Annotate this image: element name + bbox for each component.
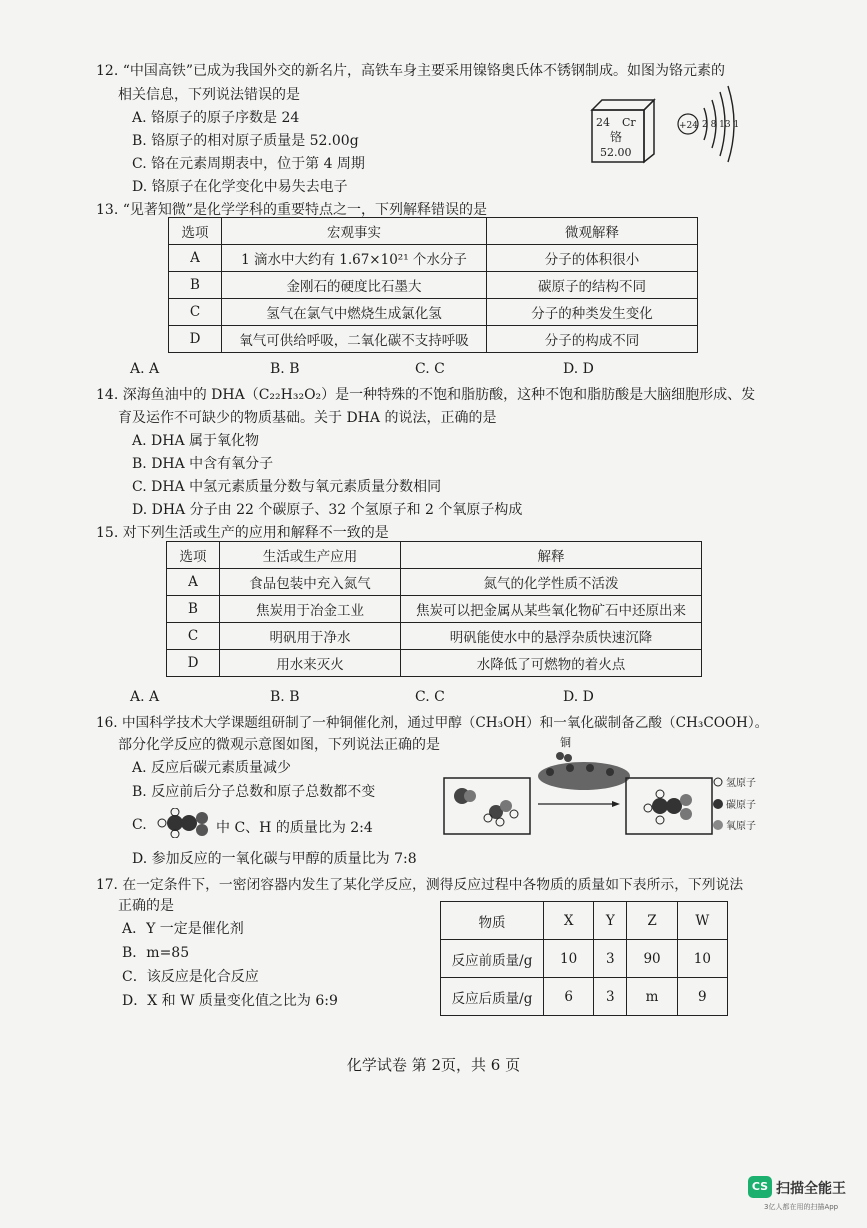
table-row [167,623,702,650]
q17-cell: 10 [677,940,727,978]
chromium-atom-structure-diagram [672,84,764,164]
atom-nucleus-charge: +24 [679,121,698,131]
q17-cell: 10 [544,940,594,978]
q15-cell: B [167,596,220,623]
q15-answer-b: B. B [270,689,300,705]
q13-header-option: 选项 [169,218,222,245]
table-row [167,569,702,596]
table-row [169,245,698,272]
q13-cell: 分子的体积很小 [487,245,698,272]
q13-stem: 13. “见著知微”是化学学科的重要特点之一，下列解释错误的是 [96,202,488,218]
q15-answer-c: C. C [415,689,445,705]
atom-electron-shells: 2 8 13 1 [702,120,740,130]
q17-cell: X [544,902,594,940]
q17-cell: m [627,978,677,1016]
q15-cell: 焦炭用于冶金工业 [220,596,401,623]
q13-cell: 1 滴水中大约有 1.67×10²¹ 个水分子 [222,245,487,272]
q13-answer-b: B. B [270,361,300,377]
table-row [169,272,698,299]
q13-cell: 氢气在氯气中燃烧生成氯化氢 [222,299,487,326]
q16-option-d: D. 参加反应的一氧化碳与甲醇的质量比为 7:8 [132,851,417,867]
q15-cell: 焦炭可以把金属从某些氧化物矿石中还原出来 [401,596,702,623]
q17-cell: 物质 [441,902,544,940]
q17-option-c: C．该反应是化合反应 [122,969,259,985]
q15-cell: 用水来灭火 [220,650,401,677]
q16-option-c-label: C. [132,817,147,833]
q15-cell: 食品包装中充入氮气 [220,569,401,596]
q15-answer-choices [0,689,867,709]
reaction-micro-diagram [440,732,774,840]
reactants-box [444,778,530,834]
q13-cell: D [169,326,222,353]
q15-cell: C [167,623,220,650]
q13-table-header [169,218,698,245]
q13-cell: 分子的构成不同 [487,326,698,353]
table-row [167,650,702,677]
q15-cell: 水降低了可燃物的着火点 [401,650,702,677]
element-mass: 52.00 [600,146,632,159]
q15-cell: 明矾用于净水 [220,623,401,650]
q16-stem-line1: 16. 中国科学技术大学课题组研制了一种铜催化剂，通过甲醇（CH₃OH）和一氧化碳制备乙酸（CH₃COOH）。 [96,715,769,731]
q12-option-c: C. 铬在元素周期表中，位于第 4 周期 [132,156,365,172]
q15-header-explanation: 解释 [401,542,702,569]
q13-cell: B [169,272,222,299]
q12-stem-line1: 12. “中国高铁”已成为我国外交的新名片，高铁车身主要采用镍铬奥氏体不锈钢制成。如图为铬元素的 [96,63,726,79]
q13-cell: 氧气可供给呼吸，二氧化碳不支持呼吸 [222,326,487,353]
q17-cell: 反应前质量/g [441,940,544,978]
q17-cell: W [677,902,727,940]
q12-option-a: A. 铬原子的原子序数是 24 [132,110,300,126]
camscanner-brand-name: 扫描全能王 [776,1181,846,1197]
q15-answer-a: A. A [130,689,160,705]
q15-table [166,541,702,677]
q14-option-c: C. DHA 中氢元素质量分数与氧元素质量分数相同 [132,479,442,495]
q15-cell: 氮气的化学性质不活泼 [401,569,702,596]
catalyst-label: 铜 [560,736,571,749]
q13-cell: 分子的种类发生变化 [487,299,698,326]
q17-option-a: A．Y 一定是催化剂 [122,921,244,937]
camscanner-tagline: 3亿人都在用的扫描App [764,1203,839,1211]
q15-header-application: 生活或生产应用 [220,542,401,569]
q15-answer-d: D. D [563,689,594,705]
q13-answer-a: A. A [130,361,160,377]
q14-option-b: B. DHA 中含有氧分子 [132,456,274,472]
q13-answer-c: C. C [415,361,445,377]
q17-cell: 90 [627,940,677,978]
q17-cell: 反应后质量/g [441,978,544,1016]
q16-option-a: A. 反应后碳元素质量减少 [132,760,292,776]
q17-cell: 3 [594,940,627,978]
q14-stem-line2: 育及运作不可缺少的物质基础。关于 DHA 的说法，正确的是 [118,410,497,426]
oxygen-atom-icon [713,820,723,830]
element-name: 铬 [610,130,623,144]
table-row [441,978,728,1016]
table-row [441,902,728,940]
camscanner-logo-icon: CS [748,1176,772,1198]
q13-header-explanation: 微观解释 [487,218,698,245]
legend-hydrogen: 氢原子 [726,778,756,789]
legend-oxygen: 氧原子 [726,821,756,832]
q17-cell: 9 [677,978,727,1016]
table-row [169,326,698,353]
q15-header-option: 选项 [167,542,220,569]
q15-cell: 明矾能使水中的悬浮杂质快速沉降 [401,623,702,650]
q12-option-d: D. 铬原子在化学变化中易失去电子 [132,179,348,195]
acetic-acid-molecule-icon [156,808,214,838]
q17-stem-line2: 正确的是 [118,898,174,914]
table-row [441,940,728,978]
q16-stem-line2: 部分化学反应的微观示意图如图，下列说法正确的是 [118,737,440,753]
element-symbol: Cr [622,116,636,129]
q17-option-b: B．m=85 [122,945,190,961]
q13-table [168,217,698,353]
q15-cell: A [167,569,220,596]
q14-option-d: D. DHA 分子由 22 个碳原子、32 个氢原子和 2 个氧原子构成 [132,502,523,518]
q17-mass-table [440,901,728,1016]
q16-option-c: 中 C、H 的质量比为 2:4 [216,820,373,836]
q17-stem-line1: 17. 在一定条件下，一密闭容器内发生了某化学反应，测得反应过程中各物质的质量如下表所示，下列说法 [96,877,744,893]
q12-option-b: B. 铬原子的相对原子质量是 52.00g [132,133,359,149]
q13-answer-d: D. D [563,361,594,377]
table-row [169,299,698,326]
q13-answer-choices [0,361,867,381]
q15-cell: D [167,650,220,677]
q13-cell: A [169,245,222,272]
q13-header-fact: 宏观事实 [222,218,487,245]
q13-cell: C [169,299,222,326]
element-number: 24 [596,116,610,129]
q15-stem: 15. 对下列生活或生产的应用和解释不一致的是 [96,525,389,541]
q13-cell: 金刚石的硬度比石墨大 [222,272,487,299]
q15-table-header [167,542,702,569]
carbon-atom-icon [713,799,723,809]
element-cell-cube [588,96,658,164]
q17-cell: 6 [544,978,594,1016]
q12-stem-line2: 相关信息，下列说法错误的是 [118,87,300,103]
q14-stem-line1: 14. 深海鱼油中的 DHA（C₂₂H₃₂O₂）是一种特殊的不饱和脂肪酸，这种不饱和脂肪酸是大脑细胞形成、发 [96,387,756,403]
copper-catalyst-icon [538,752,630,790]
q13-cell: 碳原子的结构不同 [487,272,698,299]
legend-carbon: 碳原子 [726,800,756,811]
q17-cell: Z [627,902,677,940]
hydrogen-atom-icon [714,778,722,786]
q14-option-a: A. DHA 属于氧化物 [132,433,260,449]
table-row [167,596,702,623]
q17-cell: Y [594,902,627,940]
page-footer: 化学试卷 第 2页，共 6 页 [346,1056,521,1074]
q17-cell: 3 [594,978,627,1016]
q16-option-b: B. 反应前后分子总数和原子总数都不变 [132,784,376,800]
q17-option-d: D．X 和 W 质量变化值之比为 6:9 [122,993,338,1009]
legend [713,776,756,832]
